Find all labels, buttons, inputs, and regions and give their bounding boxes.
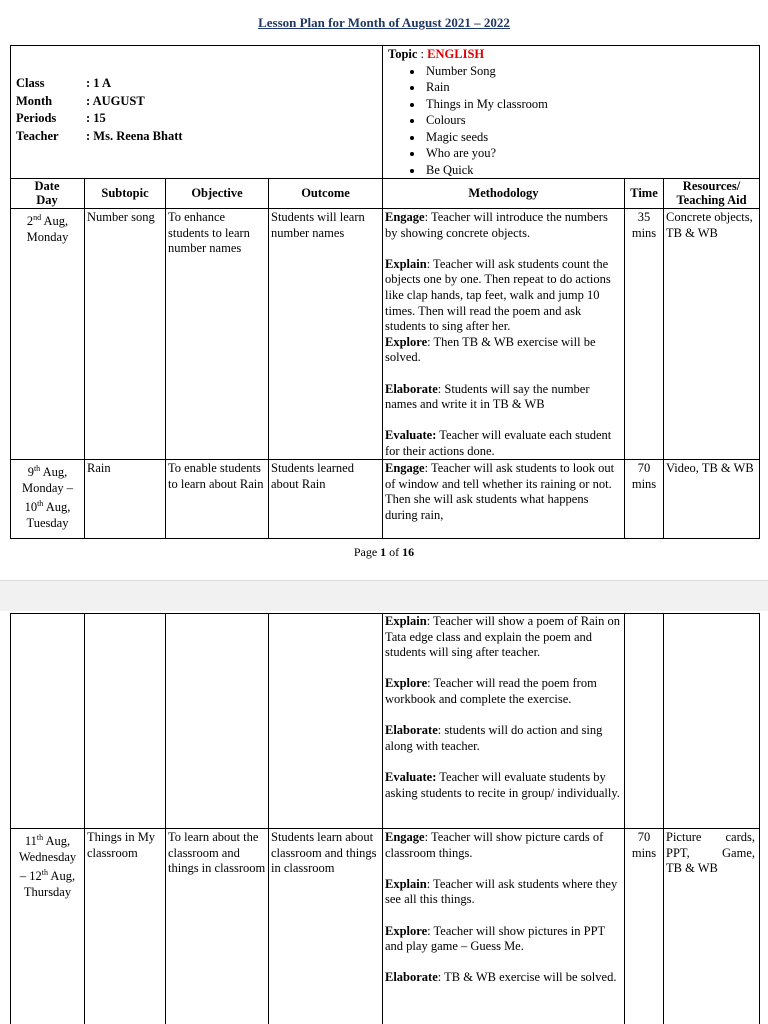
row1-methodology: Engage: Teacher will introduce the numbers by showing concrete objects. Explain: Teacher will ask students count the objects one by one. Then repeat to do actions like clap hands, tap feet, walk and jump 10 times. Then will read the poem and ask students to sing after her. Explore: Then TB & WB exercise will be solved. Elaborate: Students will say the number names and write it in TB & WB Evaluate: Teacher will evaluate each student for their actions done. [385,210,612,458]
row2-time: 70 mins [631,461,657,491]
topic-item: • Colours [424,112,756,129]
table-line [268,178,269,538]
topic-item: • Things in My classroom [424,96,756,113]
row1-resources: Concrete objects, TB & WB [666,210,753,240]
month-label: Month [16,93,53,108]
row3-time: 70 mins [631,830,657,860]
row2-date: 9th Aug, Monday – 10th Aug, Tuesday [21,464,74,531]
topic-block [388,46,756,178]
table-line [624,613,625,1024]
row1-time: 35 mins [631,210,657,240]
header-outcome: Outcome [301,186,350,200]
table-line [84,613,85,1024]
row3-objective: To learn about the classroom and things in classroom [168,830,266,876]
rain-methodology-continued: Explain: Teacher will show a poem of Rain on Tata edge class and explain the poem and students will sing after teacher. Explore: Teacher will read the poem from workbook and complete the exercise. Elaborate: students will do action and sing along with teacher. Evaluate: Teacher will evaluate students by asking students to recite in group/ individually. [385,614,620,800]
periods-value: : 15 [86,111,106,126]
table-border-bottom [10,538,760,539]
topic-label: Topic [388,47,418,61]
topic-item: • Who are you? [424,145,756,162]
table-line [382,613,383,1024]
row2-subtopic: Rain [87,461,111,475]
periods-label: Periods [16,111,57,126]
header-date-day: Date Day [34,179,60,207]
row1-objective: To enhance students to learn number names [168,210,250,256]
topic-sep: : [417,47,428,61]
month-value: : AUGUST [86,93,145,108]
topic-item: • Magic seeds [424,129,756,146]
class-info [16,76,376,144]
row3-date: 11th Aug, Wednesday – 12th Aug, Thursday [18,833,77,900]
header-objective: Objective [191,186,243,200]
class-value: : 1 A [86,76,111,90]
row3-methodology: Engage: Teacher will show picture cards of classroom things. Explain: Teacher will ask students where they see all this things. Explore: Teacher will show pictures in PPT and play game – Guess Me. Elaborate: TB & WB exercise will be solved. [385,830,618,985]
teacher-label: Teacher [16,128,59,143]
header-subtopic: Subtopic [101,186,149,200]
topic-subject: ENGLISH [427,47,485,61]
page-2 [0,611,768,1024]
table-line [165,613,166,1024]
table-line [84,178,85,538]
table-line [663,613,664,1024]
page-gap [0,580,768,612]
row3-outcome: Students learn about classroom and things in classroom [271,830,377,876]
topic-item: • Rain [424,79,756,96]
table-line [10,828,760,829]
table-line [10,208,760,209]
table-line [10,178,760,179]
row3-resources: Picture cards, PPT, Game, TB & WB [666,830,755,876]
table-line [10,613,11,1024]
page-title: Lesson Plan for Month of August 2021 – 2022 [258,15,510,30]
header-time: Time [630,186,658,200]
topic-item: • Be Quick [424,162,756,179]
table-line [382,45,383,538]
topic-item: • Number Song [424,63,756,80]
table-line [165,178,166,538]
row1-date: 2nd Aug, Monday [26,213,69,244]
header-resources: Resources/ Teaching Aid [676,179,747,207]
row2-resources: Video, TB & WB [666,461,754,475]
row3-subtopic: Things in My classroom [87,830,156,860]
page-footer: Page 1 of 16 [353,545,415,559]
table-line [663,178,664,538]
row2-outcome: Students learned about Rain [271,461,354,491]
row2-objective: To enable students to learn about Rain [168,461,264,491]
topic-list [388,63,756,179]
row2-methodology: Engage: Teacher will ask students to look out of window and tell whether its raining or not. Then she will ask students what happens during rain, [385,461,615,522]
teacher-value: : Ms. Reena Bhatt [86,128,183,143]
header-methodology: Methodology [468,186,539,200]
table-line [759,45,760,538]
table-line [268,613,269,1024]
row1-outcome: Students will learn number names [271,210,365,240]
table-line [759,613,760,1024]
class-label: Class [16,76,45,90]
row1-subtopic: Number song [87,210,155,224]
